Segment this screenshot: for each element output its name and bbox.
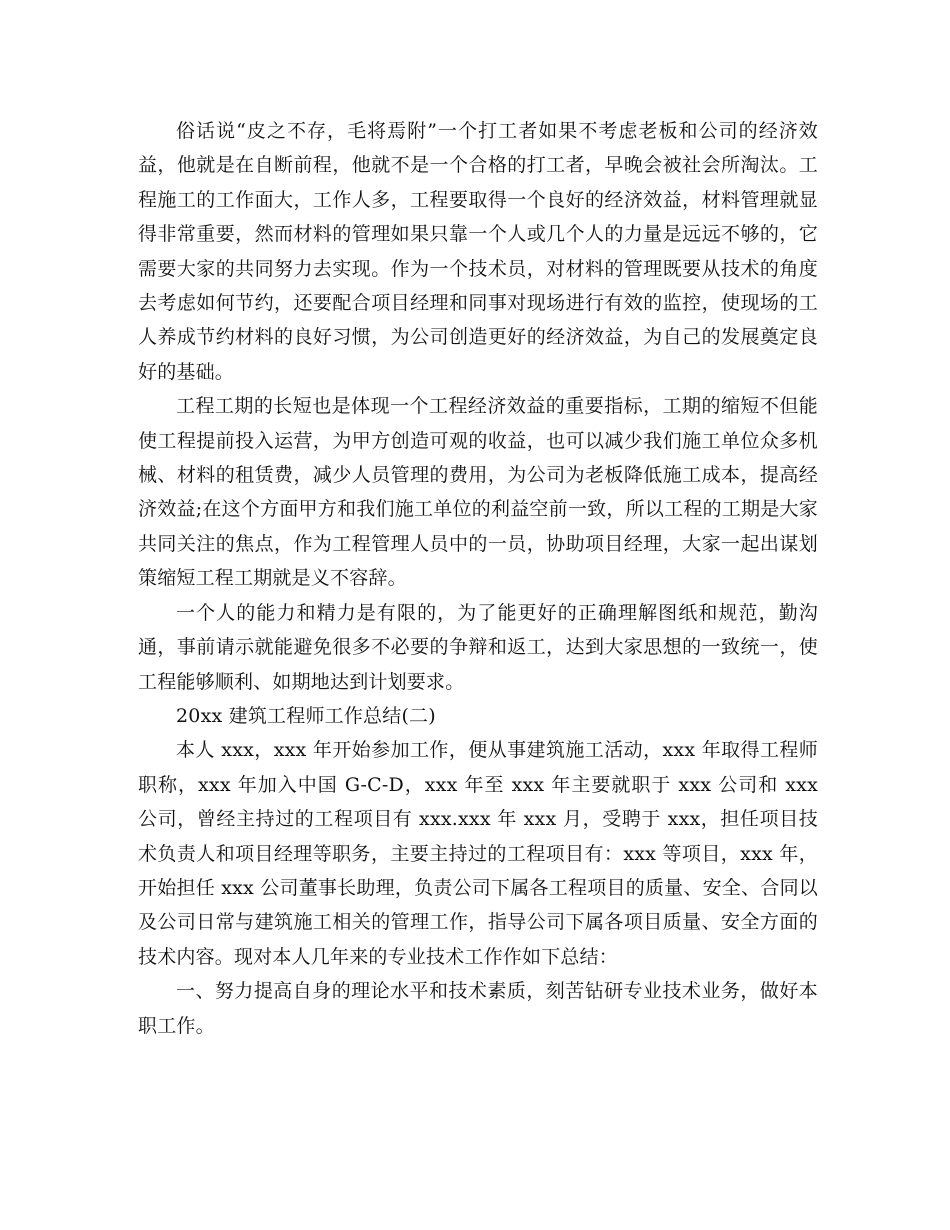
paragraph-construction-period: 工程工期的长短也是体现一个工程经济效益的重要指标，工期的缩短不但能使工程提前投入运营，为甲方创造可观的收益，也可以减少我们施工单位众多机械、材料的租赁费，减少人员管理的费用，为公司为老板降低施工成本，提高经济效益;在这个方面甲方和我们施工单位的利益空前一致，所以工程的工期是大家共同关注的焦点，作为工程管理人员中的一员，协助项目经理，大家一起出谋划策缩短工程工期就是义不容辞。 <box>138 395 818 590</box>
paragraph-personal-background: 本人 xxx，xxx 年开始参加工作，便从事建筑施工活动，xxx 年取得工程师职称，xxx 年加入中国 G-C-D，xxx 年至 xxx 年主要就职于 xxx 公司和 xxx 公司，曾经主持过的工程项目有 xxx.xxx 年 xxx 月，受聘于 xxx，担任项目技术负责人和项目经理等职务，主要主持过的工程项目有：xxx 等项目，xxx 年，开始担任 xxx 公司董事长助理，负责公司下属各工程项目的质量、安全、合同以及公司日常与建筑施工相关的管理工作，指导公司下属各项目质量、安全方面的技术内容。现对本人几年来的专业技术工作作如下总结： <box>138 739 818 968</box>
document-body <box>138 114 818 1043</box>
paragraph-communication: 一个人的能力和精力是有限的，为了能更好的正确理解图纸和规范，勤沟通，事前请示就能避免很多不必要的争辩和返工，达到大家思想的一致统一，使工程能够顺利、如期地达到计划要求。 <box>138 601 818 693</box>
paragraph-material-management: 俗话说“皮之不存，毛将焉附”一个打工者如果不考虑老板和公司的经济效益，他就是在自断前程，他就不是一个合格的打工者，早晚会被社会所淘汰。工程施工的工作面大，工作人多，工程要取得一个良好的经济效益，材料管理就显得非常重要，然而材料的管理如果只靠一个人或几个人的力量是远远不够的，它需要大家的共同努力去实现。作为一个技术员，对材料的管理既要从技术的角度去考虑如何节约，还要配合项目经理和同事对现场进行有效的监控，使现场的工人养成节约材料的良好习惯，为公司创造更好的经济效益，为自己的发展奠定良好的基础。 <box>138 120 818 383</box>
paragraph-point-one: 一、努力提高自身的理论水平和技术素质，刻苦钻研专业技术业务，做好本职工作。 <box>138 980 818 1037</box>
section-heading: 20xx 建筑工程师工作总结(二) <box>176 704 436 727</box>
